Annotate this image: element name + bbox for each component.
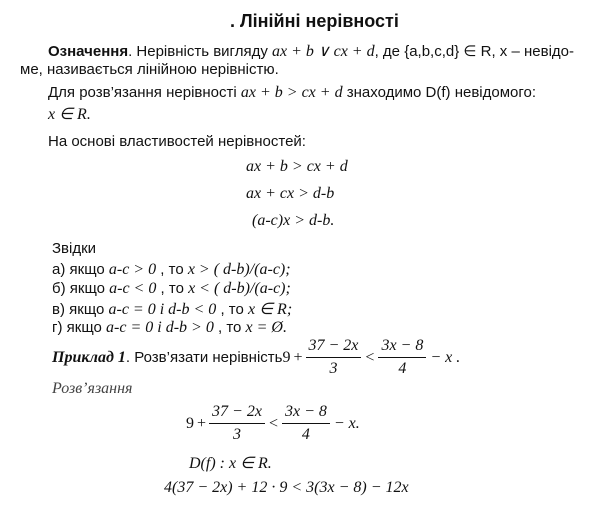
fraction-numerator: 37 − 2x	[306, 336, 362, 358]
solving-text-2: знаходимо D(f) невідомого:	[342, 84, 537, 101]
case-condition: a-c = 0 і d-b > 0	[106, 319, 214, 336]
solution-fraction-2	[282, 402, 330, 445]
case-lead: в) якщо	[52, 301, 109, 318]
solution-inequality	[186, 402, 360, 445]
page-title: . Лінійні нерівності	[230, 11, 399, 31]
plus-sign: +	[293, 348, 303, 366]
example-lhs-int: 9	[282, 348, 291, 366]
case-result: x > ( d-b)/(a-c);	[187, 261, 291, 278]
fraction-numerator: 3x − 8	[378, 336, 426, 358]
definition-line-1	[48, 41, 574, 61]
case-mid: , то	[156, 280, 189, 297]
less-than-sign: <	[268, 414, 278, 432]
fraction-numerator: 3x − 8	[282, 402, 330, 424]
solving-expression: ax + b > cx + d	[240, 84, 343, 101]
plus-sign: +	[197, 414, 207, 432]
case-d	[52, 319, 287, 337]
case-mid: , то	[216, 301, 249, 318]
case-mid: , то	[213, 319, 246, 336]
solving-line-2: x ∈ R.	[48, 106, 91, 123]
solution-fraction-1	[209, 402, 265, 445]
fraction-denominator: 4	[398, 360, 407, 377]
case-mid: , то	[156, 261, 188, 278]
example-tail: − x .	[430, 348, 461, 366]
solution-domain: D(f) : x ∈ R.	[189, 455, 272, 472]
case-result: x ∈ R;	[248, 301, 293, 318]
hence-label: Звідки	[52, 240, 97, 257]
example-fraction-1	[306, 336, 362, 379]
case-condition: a-c < 0	[109, 280, 157, 297]
case-result: x = Ø.	[245, 319, 287, 336]
solution-label: Розв’язання	[52, 380, 133, 397]
case-a	[52, 261, 291, 279]
step-3: (a-c)x > d-b.	[252, 212, 335, 229]
definition-label: Означення	[48, 43, 129, 60]
less-than-sign: <	[365, 348, 375, 366]
fraction-denominator: 3	[232, 426, 241, 443]
case-condition: a-c = 0 і d-b < 0	[108, 301, 217, 318]
step-2: ax + cx > d-b	[246, 185, 335, 202]
example-label: Приклад 1	[52, 348, 126, 366]
case-condition: a-c > 0	[108, 261, 157, 278]
case-lead: а) якщо	[52, 261, 109, 278]
case-c	[52, 299, 292, 319]
solving-line-1	[48, 84, 536, 102]
case-result: x < ( d-b)/(a-c);	[188, 280, 291, 297]
definition-text-2: , де {a,b,c,d} ∈ R, x – невідо-	[374, 43, 575, 60]
solution-tail: − x.	[333, 414, 360, 432]
step-1: ax + b > cx + d	[246, 158, 348, 175]
fraction-denominator: 4	[301, 426, 310, 443]
fraction-numerator: 37 − 2x	[209, 402, 265, 424]
example-text: . Розв’язати нерівність	[125, 349, 283, 366]
case-b	[52, 280, 291, 298]
definition-text-1: . Нерівність вигляду	[128, 43, 272, 60]
fraction-denominator: 3	[329, 360, 338, 377]
case-lead: г) якщо	[52, 319, 107, 336]
solving-text-1: Для розв’язання нерівності	[48, 84, 241, 101]
definition-expression: ax + b ∨ cx + d	[271, 43, 375, 60]
basis-text: На основі властивостей нерівностей:	[48, 133, 306, 150]
example-fraction-2	[378, 336, 426, 379]
solution-lhs-int: 9	[186, 414, 194, 432]
solution-expanded: 4(37 − 2x) + 12 · 9 < 3(3x − 8) − 12x	[164, 479, 409, 496]
example-line	[52, 336, 460, 379]
definition-line-2: ме, називається лінійною нерівністю.	[20, 61, 279, 78]
case-lead: б) якщо	[52, 280, 110, 297]
